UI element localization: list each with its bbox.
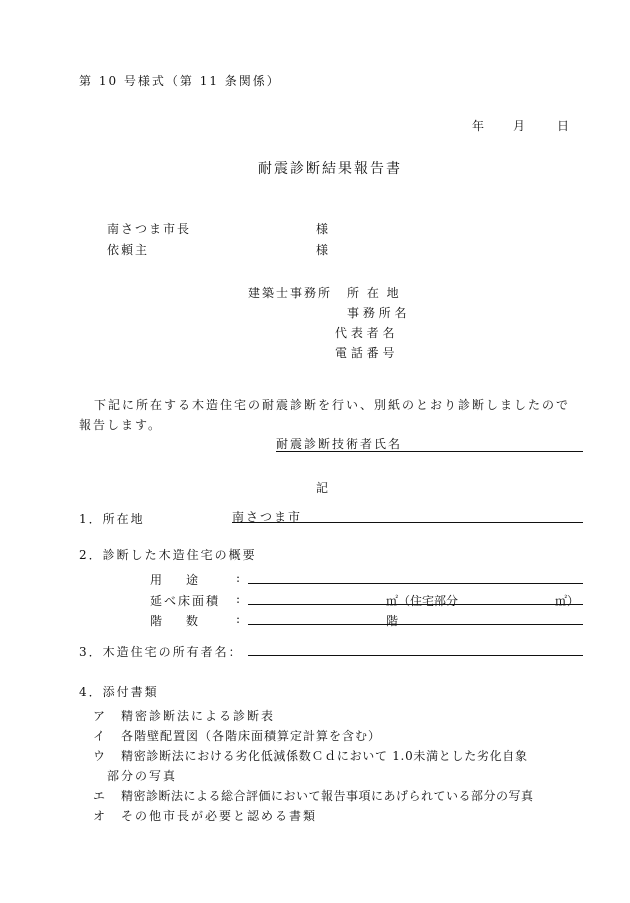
office-name-label: 事 務 所 名 (347, 306, 407, 320)
date-year: 年 (472, 119, 485, 133)
addressee-client-honorific: 様 (316, 243, 329, 257)
floors-unit: 階 (386, 614, 399, 628)
body-text-line-2: 報告します。 (79, 418, 163, 432)
area-label: 延べ床面積 (150, 594, 221, 608)
date-month: 月 (513, 119, 526, 133)
addressee-mayor-honorific: 様 (316, 222, 329, 236)
ki-label: 記 (316, 481, 329, 495)
document-title: 耐震診断結果報告書 (258, 161, 402, 177)
addressee-mayor: 南さつま市長 (107, 222, 192, 236)
owner-label: 3．木造住宅の所有者名： (79, 645, 243, 659)
attachment-mark: イ (93, 729, 106, 743)
location-line (232, 522, 583, 523)
area-line (248, 604, 583, 605)
use-colon: : (236, 571, 241, 585)
owner-line (248, 655, 583, 656)
office-address-label: 所 在 地 (347, 286, 401, 300)
attachment-text: 各階壁配置図（各階床面積算定計算を含む） (121, 729, 382, 743)
area-unit-end: ㎡） (555, 594, 580, 608)
attachment-mark: オ (93, 809, 106, 823)
floors-label: 階 数 (150, 614, 199, 628)
location-label: 1．所在地 (79, 512, 145, 526)
attachment-text-continuation: 部分の写真 (107, 769, 178, 783)
attachment-mark: ウ (93, 749, 106, 763)
attachment-text: 精密診断法による総合評価において報告事項にあげられている部分の写真 (121, 789, 534, 803)
date-day: 日 (557, 119, 570, 133)
attachment-mark: エ (93, 789, 106, 803)
area-unit: ㎡（住宅部分 (386, 594, 459, 608)
use-line (248, 583, 583, 584)
office-phone-label: 電 話 番 号 (335, 346, 395, 360)
technician-line (276, 451, 583, 452)
attachment-text: 精密診断法による診断表 (121, 709, 276, 723)
office-label: 建築士事務所 (248, 286, 333, 300)
location-value: 南さつま市 (232, 510, 303, 524)
attachment-mark: ア (93, 709, 106, 723)
floors-line (248, 624, 583, 625)
form-number: 第 10 号様式（第 11 条関係） (79, 74, 281, 88)
attachment-text: 精密診断法における劣化低減係数Ｃｄにおいて 1.0未満とした劣化自象 (121, 749, 528, 763)
body-text-line-1: 下記に所在する木造住宅の耐震診断を行い、別紙のとおり診断しましたので (94, 398, 571, 412)
attachments-label: 4．添付書類 (79, 685, 159, 699)
attachment-text: その他市長が必要と認める書類 (121, 809, 318, 823)
floors-colon: : (236, 612, 241, 626)
technician-label: 耐震診断技術者氏名 (276, 437, 403, 451)
use-label: 用 途 (150, 573, 199, 587)
addressee-client: 依頼主 (107, 243, 150, 257)
overview-label: 2．診断した木造住宅の概要 (79, 548, 257, 562)
office-representative-label: 代 表 者 名 (335, 326, 395, 340)
area-colon: : (236, 592, 241, 606)
